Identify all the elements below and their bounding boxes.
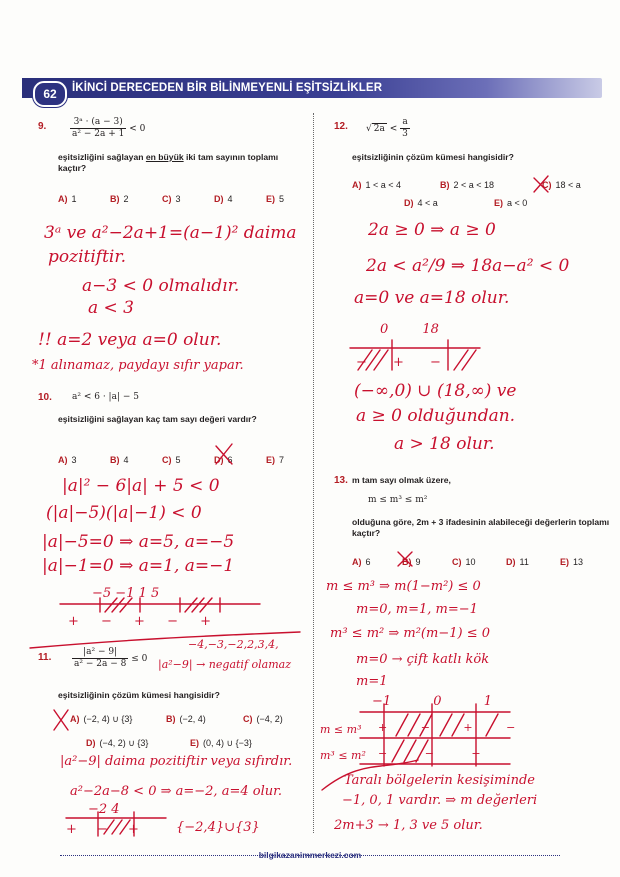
q12-hw-line1: 2a ≥ 0 ⇒ a ≥ 0	[368, 220, 496, 240]
q9-hw-line6: *1 alınamaz, paydayı sıfır yapar.	[32, 358, 244, 373]
q10-hw-numberline-signs: + − + − +	[68, 614, 211, 629]
q11-hw-numberline-points: −2 4	[88, 802, 120, 817]
q11-option-b[interactable]: B) (−2, 4)	[166, 714, 206, 724]
q9-hw-line5: !! a=2 veya a=0 olur.	[38, 330, 222, 350]
q9-number: 9.	[38, 121, 47, 132]
q12-text: eşitsizliğinin çözüm kümesi hangisidir?	[352, 152, 514, 162]
q12-hw-line2: 2a < a²/9 ⇒ 18a−a² < 0	[366, 256, 570, 276]
q11-hw-line2: a²−2a−8 < 0 ⇒ a=−2, a=4 olur.	[70, 784, 283, 799]
q13-hw-line1: m ≤ m³ ⇒ m(1−m²) ≤ 0	[326, 579, 481, 594]
q10-option-c[interactable]: C) 5	[162, 455, 181, 465]
q13-hw-row2-signs: − − +	[378, 747, 481, 760]
q9-text: eşitsizliğini sağlayan en büyük iki tam sayının toplamı kaçtır?	[58, 152, 279, 173]
q13-hw-line3: m³ ≤ m² ⇒ m²(m−1) ≤ 0	[330, 626, 490, 641]
q9-option-b[interactable]: B) 2	[110, 194, 129, 204]
q9-hw-line2: pozitiftir.	[48, 247, 127, 267]
q12-option-c[interactable]: C) 18 < a	[542, 180, 581, 190]
q13-hw-line8: 2m+3 → 1, 3 ve 5 olur.	[334, 818, 483, 833]
q13-option-d[interactable]: D) 11	[506, 557, 529, 567]
q13-hw-line7: −1, 0, 1 vardır. ⇒ m değerleri	[342, 793, 538, 808]
q13-hw-row1-label: m ≤ m³	[320, 723, 362, 736]
q13-option-c[interactable]: C) 10	[452, 557, 476, 567]
q13-inequality: m ≤ m³ ≤ m²	[368, 495, 428, 505]
q13-hw-table-points: −1 0 1	[372, 694, 492, 709]
q13-hw-line6: Taralı bölgelerin kesişiminde	[344, 773, 535, 788]
q12-option-b[interactable]: B) 2 < a < 18	[440, 180, 495, 190]
q13-hw-line4: m=0 → çift katlı kök	[356, 652, 490, 667]
q10-number: 10.	[38, 392, 52, 403]
q10-option-e[interactable]: E) 7	[266, 455, 285, 465]
q12-radicand: 2a	[373, 124, 385, 134]
q10-hw-line4: |a|−1=0 ⇒ a=1, a=−1	[42, 556, 235, 576]
q12-option-d[interactable]: D) 4 < a	[404, 198, 438, 208]
q11-hw-line1: |a²−9| daima pozitiftir veya sıfırdır.	[60, 754, 293, 769]
q10-option-b[interactable]: B) 4	[110, 455, 129, 465]
q13-hw-row2-label: m³ ≤ m²	[320, 749, 366, 762]
column-divider	[313, 113, 314, 833]
q9-inequality	[70, 117, 145, 140]
q9-option-d[interactable]: D) 4	[214, 194, 233, 204]
q10-hw-line3: |a|−5=0 ⇒ a=5, a=−5	[42, 532, 235, 552]
q12-hw-numberline-signs: − + −	[356, 355, 441, 370]
q10-hw-answers: −4,−3,−2,2,3,4,	[188, 638, 279, 651]
q11-hw-answer: {−2,4}∪{3}	[176, 820, 260, 835]
q13-text: olduğuna göre, 2m + 3 ifadesinin alabileceği değerlerin toplamı kaçtır?	[352, 517, 610, 538]
q11-denominator: a² − 2a − 8	[74, 659, 127, 669]
page-number-badge: 62	[33, 81, 67, 107]
q11-number: 11.	[38, 652, 52, 663]
q11-hw-note: |a²−9| → negatif olamaz	[158, 658, 291, 671]
q9-option-a[interactable]: A) 1	[58, 194, 77, 204]
q10-option-d[interactable]: D) 6	[214, 455, 233, 465]
q9-option-e[interactable]: E) 5	[266, 194, 285, 204]
footer-site: bilgikazanimmerkezi.com	[258, 850, 362, 860]
q13-hw-row1-signs: + − + −	[378, 721, 516, 734]
q12-option-a[interactable]: A) 1 < a < 4	[352, 180, 402, 190]
q13-hw-line2: m=0, m=1, m=−1	[356, 602, 478, 617]
q10-option-a[interactable]: A) 3	[58, 455, 77, 465]
q12-option-e[interactable]: E) a < 0	[494, 198, 528, 208]
q13-intro: m tam sayı olmak üzere,	[352, 475, 451, 485]
q12-number: 12.	[334, 121, 348, 132]
q11-option-c[interactable]: C) (−4, 2)	[243, 714, 283, 724]
q12-hw-line4: (−∞,0) ∪ (18,∞) ve	[354, 381, 517, 401]
q13-number: 13.	[334, 475, 348, 486]
q13-option-b[interactable]: B) 9	[402, 557, 421, 567]
q9-option-c[interactable]: C) 3	[162, 194, 181, 204]
q12-relation: <	[389, 124, 398, 134]
q11-inequality	[72, 647, 147, 670]
q13-option-e[interactable]: E) 13	[560, 557, 584, 567]
q9-numerator: 3ᵃ · (a − 3)	[70, 117, 126, 129]
q11-hw-numberline-signs: + − +	[66, 822, 139, 837]
q12-hw-numberline-points: 0 18	[380, 322, 439, 337]
q9-relation: < 0	[129, 124, 146, 134]
q13-hw-line5: m=1	[356, 674, 388, 689]
q11-relation: ≤ 0	[131, 654, 148, 664]
q9-hw-line1: 3ᵃ ve a²−2a+1=(a−1)² daima	[44, 223, 297, 243]
q11-option-e[interactable]: E) (0, 4) ∪ {−3}	[190, 738, 252, 748]
q11-answer-mark	[54, 710, 68, 730]
q12-hw-line5: a ≥ 0 olduğundan.	[356, 406, 516, 426]
q10-hw-numberline-points: −5 −1 1 5	[92, 586, 160, 601]
q12-hw-line6: a > 18 olur.	[394, 434, 495, 454]
q13-option-a[interactable]: A) 6	[352, 557, 371, 567]
q9-hw-line3: a−3 < 0 olmalıdır.	[82, 276, 240, 296]
q11-numerator: |a² − 9|	[72, 647, 128, 659]
q12-hw-line3: a=0 ve a=18 olur.	[354, 288, 510, 308]
q9-hw-line4: a < 3	[88, 298, 135, 318]
q11-option-d[interactable]: D) (−4, 2) ∪ {3}	[86, 738, 149, 748]
q10-text: eşitsizliğini sağlayan kaç tam sayı değeri vardır?	[58, 414, 257, 424]
q9-denominator: a² − 2a + 1	[72, 129, 125, 139]
page-title: İKİNCİ DERECEDEN BİR BİLİNMEYENLİ EŞİTSİZLİKLER	[72, 82, 383, 94]
q10-inequality: a² < 6 · |a| − 5	[72, 392, 139, 402]
q10-hw-line1: |a|² − 6|a| + 5 < 0	[62, 476, 220, 496]
q11-text: eşitsizliğinin çözüm kümesi hangisidir?	[58, 690, 220, 700]
q12-inequality: √ 2a < $\frac{a}{3}$	[366, 117, 408, 139]
q11-option-a[interactable]: A) (−2, 4) ∪ {3}	[70, 714, 133, 724]
q10-hw-line2: (|a|−5)(|a|−1) < 0	[46, 503, 202, 523]
